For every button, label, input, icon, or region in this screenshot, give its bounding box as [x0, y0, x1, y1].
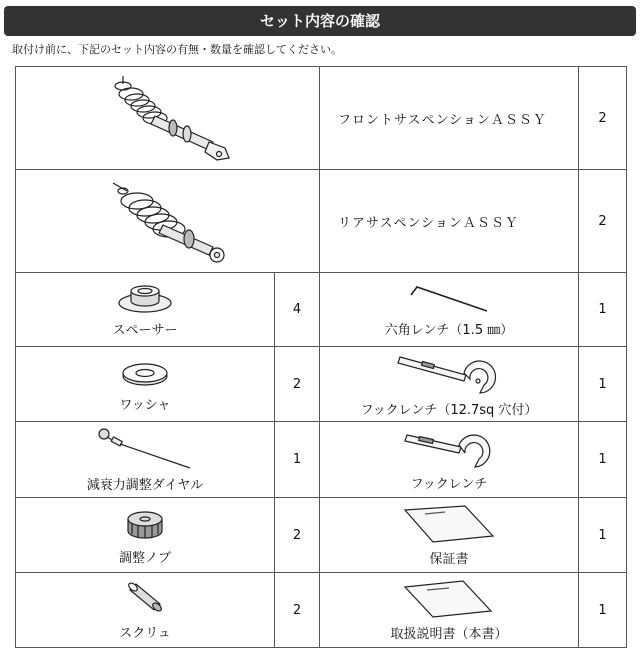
table-row	[16, 67, 627, 170]
screw-icon	[120, 580, 170, 618]
damping-dial-qty: 1	[275, 422, 320, 498]
front-suspension-icon	[93, 72, 243, 164]
section-title: セット内容の確認	[259, 12, 380, 30]
spacer-cell	[16, 273, 275, 347]
spacer-icon	[115, 281, 175, 315]
rear-suspension-qty: 2	[579, 170, 627, 273]
hook-wrench-icon	[399, 427, 499, 469]
hook-wrench-cell	[320, 422, 579, 498]
manual-label: 取扱説明書（本書）	[390, 626, 508, 642]
rear-suspension-name: リアサスペンションＡＳＳＹ	[320, 170, 579, 273]
warranty-icon	[399, 504, 499, 544]
adjust-knob-icon	[120, 505, 170, 543]
hook-wrench-label: フックレンチ	[410, 477, 488, 492]
table-row	[16, 347, 627, 422]
hex-wrench-label: 六角レンチ（1.5 ㎜）	[384, 323, 514, 338]
rear-suspension-image-cell	[16, 170, 320, 273]
manual-icon	[399, 579, 499, 619]
hex-wrench-qty: 1	[579, 273, 627, 347]
table-row	[16, 498, 627, 573]
front-suspension-name: フロントサスペンションＡＳＳＹ	[320, 67, 579, 170]
parts-table	[15, 66, 627, 648]
front-suspension-qty: 2	[579, 67, 627, 170]
washer-cell	[16, 347, 275, 422]
adjust-knob-label: 調整ノブ	[118, 550, 171, 566]
washer-icon	[115, 356, 175, 390]
table-row	[16, 573, 627, 648]
screw-qty: 2	[275, 573, 320, 648]
table-row	[16, 273, 627, 347]
hook-wrench-qty: 1	[579, 422, 627, 498]
intro-text: 取付け前に、下記のセット内容の有無・数量を確認してください。	[12, 43, 342, 56]
hex-wrench-cell	[320, 273, 579, 347]
washer-qty: 2	[275, 347, 320, 422]
adjust-knob-cell	[16, 498, 275, 573]
spacer-qty: 4	[275, 273, 320, 347]
table-row	[16, 422, 627, 498]
spacer-label: スペーサー	[112, 323, 178, 338]
screw-label: スクリュ	[119, 625, 171, 641]
warranty-qty: 1	[579, 498, 627, 573]
damping-dial-icon	[90, 426, 200, 470]
table-row	[16, 170, 627, 273]
damping-dial-label: 減衰力調整ダイヤル	[86, 478, 204, 493]
rear-suspension-icon	[93, 175, 243, 267]
section-header	[4, 6, 636, 36]
hook-wrench-holed-label: フックレンチ（12.7sq 穴付）	[360, 402, 538, 418]
warranty-label: 保証書	[429, 551, 469, 567]
washer-label: ワッシャ	[119, 397, 171, 413]
damping-dial-cell	[16, 422, 275, 498]
hex-wrench-icon	[399, 281, 499, 315]
hook-wrench-holed-qty: 1	[579, 347, 627, 422]
manual-qty: 1	[579, 573, 627, 648]
front-suspension-image-cell	[16, 67, 320, 170]
hook-wrench-holed-icon	[394, 351, 504, 395]
warranty-cell	[320, 498, 579, 573]
screw-cell	[16, 573, 275, 648]
manual-cell	[320, 573, 579, 648]
hook-wrench-holed-cell	[320, 347, 579, 422]
adjust-knob-qty: 2	[275, 498, 320, 573]
